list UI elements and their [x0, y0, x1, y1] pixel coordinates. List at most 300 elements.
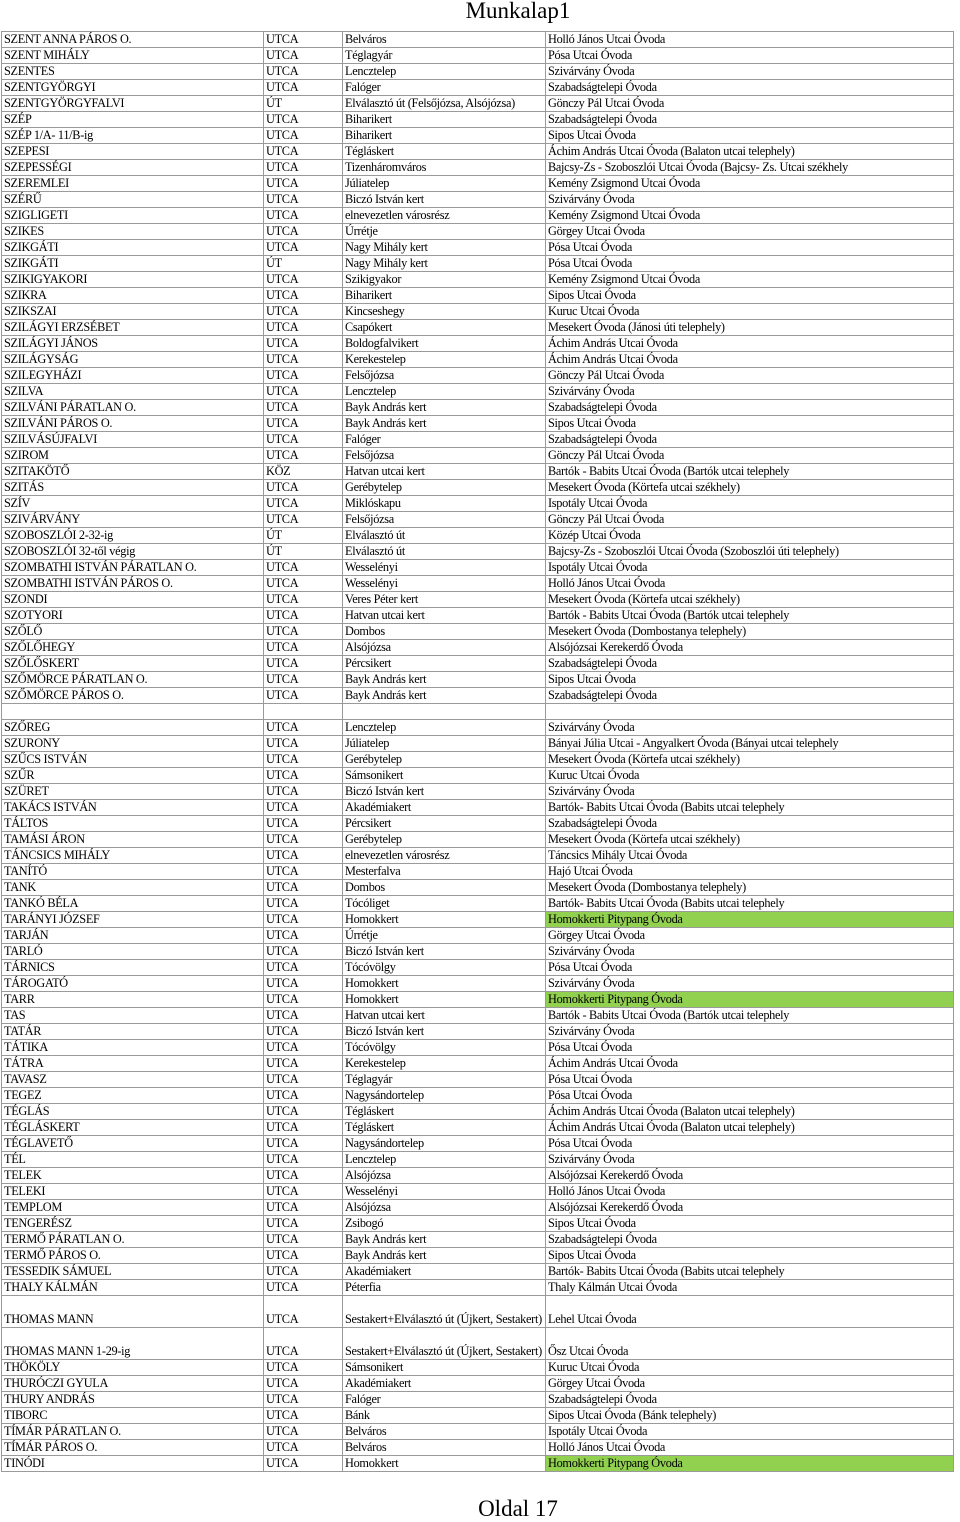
street-type-cell: UTCA [264, 1216, 343, 1232]
kindergarten-cell: Görgey Utcai Óvoda [546, 1376, 954, 1392]
kindergarten-cell: Görgey Utcai Óvoda [546, 224, 954, 240]
kindergarten-cell: Pósa Utcai Óvoda [546, 256, 954, 272]
table-row [2, 160, 954, 176]
street-type-cell: UTCA [264, 272, 343, 288]
street-type-cell: UTCA [264, 1088, 343, 1104]
street-type-cell: UTCA [264, 128, 343, 144]
street-type-cell: UTCA [264, 608, 343, 624]
kindergarten-cell: Gönczy Pál Utcai Óvoda [546, 368, 954, 384]
street-name-cell: TINÓDI [2, 1456, 264, 1472]
table-row [2, 1040, 954, 1056]
street-name-cell: SZŐMÖRCE PÁROS O. [2, 688, 264, 704]
table-row [2, 1376, 954, 1392]
district-cell: Falóger [343, 1392, 546, 1408]
kindergarten-cell: Ispotály Utcai Óvoda [546, 560, 954, 576]
street-name-cell: SZŐLŐHEGY [2, 640, 264, 656]
district-cell: Nagy Mihály kert [343, 256, 546, 272]
street-type-cell: UTCA [264, 976, 343, 992]
table-row [2, 1296, 954, 1328]
street-name-cell: SZŰCS ISTVÁN [2, 752, 264, 768]
district-cell: Téglagyár [343, 1072, 546, 1088]
street-name-cell: SZŐLŐ [2, 624, 264, 640]
street-type-cell: UTCA [264, 240, 343, 256]
street-name-cell: SZENT MIHÁLY [2, 48, 264, 64]
street-type-cell: UTCA [264, 1200, 343, 1216]
street-type-cell: UTCA [264, 1024, 343, 1040]
district-cell: Tócóvölgy [343, 960, 546, 976]
table-row [2, 256, 954, 272]
street-type-cell: UTCA [264, 640, 343, 656]
street-type-cell: UTCA [264, 1360, 343, 1376]
table-row [2, 304, 954, 320]
kindergarten-cell: Szivárvány Óvoda [546, 1152, 954, 1168]
kindergarten-cell [546, 704, 954, 720]
district-cell: Wesselényi [343, 576, 546, 592]
kindergarten-cell: Szivárvány Óvoda [546, 192, 954, 208]
street-name-cell: TARR [2, 992, 264, 1008]
kindergarten-cell: Szabadságtelepi Óvoda [546, 1232, 954, 1248]
table-row [2, 1328, 954, 1360]
district-cell: Akadémiakert [343, 1376, 546, 1392]
street-type-cell: UTCA [264, 848, 343, 864]
street-name-cell: SZILÁGYI ERZSÉBET [2, 320, 264, 336]
street-type-cell: UTCA [264, 304, 343, 320]
table-row [2, 288, 954, 304]
street-name-cell: TARÁNYI JÓZSEF [2, 912, 264, 928]
street-name-cell: SZENTGYÖRGYI [2, 80, 264, 96]
table-row [2, 752, 954, 768]
kindergarten-cell: Pósa Utcai Óvoda [546, 1072, 954, 1088]
street-type-cell: UTCA [264, 1152, 343, 1168]
table-row [2, 1072, 954, 1088]
kindergarten-cell: Szabadságtelepi Óvoda [546, 112, 954, 128]
kindergarten-cell: Holló János Utcai Óvoda [546, 1184, 954, 1200]
district-cell: Júliatelep [343, 176, 546, 192]
street-name-cell: TÁROGATÓ [2, 976, 264, 992]
table-row [2, 496, 954, 512]
table-row [2, 352, 954, 368]
street-name-cell: TESSEDIK SÁMUEL [2, 1264, 264, 1280]
kindergarten-cell: Pósa Utcai Óvoda [546, 960, 954, 976]
street-name-cell: SZURONY [2, 736, 264, 752]
table-row [2, 64, 954, 80]
street-name-cell: TIBORC [2, 1408, 264, 1424]
table-row [2, 96, 954, 112]
kindergarten-cell: Mesekert Óvoda (Körtefa utcai székhely) [546, 832, 954, 848]
street-type-cell: UTCA [264, 592, 343, 608]
kindergarten-cell: Bartók - Babits Utcai Óvoda (Bartók utcai telephely [546, 608, 954, 624]
street-name-cell: TAMÁSI ÁRON [2, 832, 264, 848]
street-name-cell: TÁLTOS [2, 816, 264, 832]
street-type-cell: UTCA [264, 416, 343, 432]
street-name-cell: SZOBOSZLÓI 2-32-ig [2, 528, 264, 544]
street-name-cell: SZILÁGYI JÁNOS [2, 336, 264, 352]
kindergarten-cell: Lehel Utcai Óvoda [546, 1296, 954, 1328]
kindergarten-cell: Pósa Utcai Óvoda [546, 1088, 954, 1104]
street-type-cell: UTCA [264, 288, 343, 304]
street-name-cell: SZOMBATHI ISTVÁN PÁRATLAN O. [2, 560, 264, 576]
table-row [2, 848, 954, 864]
kindergarten-cell: Homokkerti Pitypang Óvoda [546, 1456, 954, 1472]
district-cell: Pércsikert [343, 656, 546, 672]
table-row [2, 544, 954, 560]
street-name-cell: SZILVÁNI PÁRATLAN O. [2, 400, 264, 416]
street-type-cell: UTCA [264, 928, 343, 944]
kindergarten-cell: Hajó Utcai Óvoda [546, 864, 954, 880]
district-cell: Homokkert [343, 992, 546, 1008]
street-name-cell: TELEKI [2, 1184, 264, 1200]
district-cell: Wesselényi [343, 1184, 546, 1200]
kindergarten-cell: Bajcsy-Zs - Szoboszlói Utcai Óvoda (Bajcsy- Zs. Utcai székhely [546, 160, 954, 176]
street-name-cell: SZÜRET [2, 784, 264, 800]
district-cell: Alsójózsa [343, 1168, 546, 1184]
district-cell: Bayk András kert [343, 672, 546, 688]
kindergarten-cell: Kuruc Utcai Óvoda [546, 1360, 954, 1376]
street-type-cell: UTCA [264, 1328, 343, 1360]
district-cell: Wesselényi [343, 560, 546, 576]
street-type-cell: ÚT [264, 544, 343, 560]
street-type-cell: UTCA [264, 912, 343, 928]
table-row [2, 480, 954, 496]
district-cell: Miklóskapu [343, 496, 546, 512]
street-name-cell: SZILÁGYSÁG [2, 352, 264, 368]
table-row [2, 368, 954, 384]
street-name-cell: SZIVÁRVÁNY [2, 512, 264, 528]
street-type-cell: UTCA [264, 832, 343, 848]
district-cell: elnevezetlen városrész [343, 848, 546, 864]
district-cell: Tócóvölgy [343, 1040, 546, 1056]
table-row [2, 1232, 954, 1248]
street-type-cell: UTCA [264, 448, 343, 464]
district-cell: Tégláskert [343, 144, 546, 160]
district-cell: Akadémiakert [343, 800, 546, 816]
street-name-cell: SZÉRŰ [2, 192, 264, 208]
district-cell: Sámsonikert [343, 768, 546, 784]
street-name-cell: TÍMÁR PÁRATLAN O. [2, 1424, 264, 1440]
street-type-cell: ÚT [264, 256, 343, 272]
street-name-cell: TATÁR [2, 1024, 264, 1040]
table-row [2, 512, 954, 528]
kindergarten-cell: Holló János Utcai Óvoda [546, 32, 954, 48]
district-cell: Gerébytelep [343, 752, 546, 768]
district-cell: Elválasztó út [343, 544, 546, 560]
table-row [2, 832, 954, 848]
district-cell: Tizenháromváros [343, 160, 546, 176]
table-row [2, 976, 954, 992]
kindergarten-cell: Szabadságtelepi Óvoda [546, 400, 954, 416]
district-cell: Péterfia [343, 1280, 546, 1296]
street-type-cell: UTCA [264, 176, 343, 192]
street-type-cell: UTCA [264, 880, 343, 896]
street-type-cell: UTCA [264, 752, 343, 768]
kindergarten-cell: Bartók- Babits Utcai Óvoda (Babits utcai telephely [546, 800, 954, 816]
district-cell: Hatvan utcai kert [343, 608, 546, 624]
street-name-cell: SZIROM [2, 448, 264, 464]
table-row [2, 128, 954, 144]
district-cell: Felsőjózsa [343, 512, 546, 528]
district-cell: Pércsikert [343, 816, 546, 832]
kindergarten-cell: Gönczy Pál Utcai Óvoda [546, 512, 954, 528]
kindergarten-cell: Sipos Utcai Óvoda [546, 288, 954, 304]
kindergarten-cell: Alsójózsai Kerekerdő Óvoda [546, 1200, 954, 1216]
street-name-cell: TARJÁN [2, 928, 264, 944]
kindergarten-cell: Szivárvány Óvoda [546, 1024, 954, 1040]
street-type-cell: UTCA [264, 192, 343, 208]
street-type-cell: UTCA [264, 496, 343, 512]
street-type-cell: UTCA [264, 736, 343, 752]
street-type-cell: UTCA [264, 32, 343, 48]
table-row [2, 560, 954, 576]
street-name-cell: TARLÓ [2, 944, 264, 960]
street-name-cell: SZOTYORI [2, 608, 264, 624]
district-cell: Bayk András kert [343, 1232, 546, 1248]
district-cell: Tégláskert [343, 1104, 546, 1120]
street-type-cell: UTCA [264, 1248, 343, 1264]
table-row [2, 1440, 954, 1456]
street-type-cell: UTCA [264, 1120, 343, 1136]
street-type-cell: UTCA [264, 576, 343, 592]
table-row [2, 880, 954, 896]
district-cell: Elválasztó út [343, 528, 546, 544]
page-number: Oldal 17 [478, 1496, 558, 1521]
street-name-cell: SZIKRA [2, 288, 264, 304]
district-cell: Falóger [343, 432, 546, 448]
street-type-cell: UTCA [264, 1376, 343, 1392]
kindergarten-cell: Mesekert Óvoda (Körtefa utcai székhely) [546, 592, 954, 608]
district-cell: Elválasztó út (Felsőjózsa, Alsójózsa) [343, 96, 546, 112]
district-cell: Sestakert+Elválasztó út (Újkert, Sestakert) [343, 1296, 546, 1328]
street-name-cell: SZILVA [2, 384, 264, 400]
kindergarten-cell: Szabadságtelepi Óvoda [546, 688, 954, 704]
kindergarten-cell: Pósa Utcai Óvoda [546, 240, 954, 256]
street-name-cell: TÁTRA [2, 1056, 264, 1072]
street-type-cell: UTCA [264, 320, 343, 336]
street-type-cell: UTCA [264, 1136, 343, 1152]
kindergarten-cell: Sipos Utcai Óvoda [546, 1248, 954, 1264]
kindergarten-cell: Homokkerti Pitypang Óvoda [546, 992, 954, 1008]
street-name-cell: TEGEZ [2, 1088, 264, 1104]
street-name-cell: SZILEGYHÁZI [2, 368, 264, 384]
table-row [2, 768, 954, 784]
table-row [2, 928, 954, 944]
table-body [2, 32, 954, 1472]
street-type-cell [264, 704, 343, 720]
street-name-cell: TANK [2, 880, 264, 896]
street-type-cell: UTCA [264, 864, 343, 880]
kindergarten-cell: Thaly Kálmán Utcai Óvoda [546, 1280, 954, 1296]
district-cell: Lencztelep [343, 720, 546, 736]
table-row [2, 1136, 954, 1152]
kindergarten-cell: Bartók- Babits Utcai Óvoda (Babits utcai telephely [546, 896, 954, 912]
kindergarten-cell: Sipos Utcai Óvoda [546, 128, 954, 144]
table-row [2, 1120, 954, 1136]
street-name-cell: TÁNCSICS MIHÁLY [2, 848, 264, 864]
street-type-cell: UTCA [264, 80, 343, 96]
street-name-cell: SZIKGÁTI [2, 256, 264, 272]
street-type-cell: UTCA [264, 352, 343, 368]
street-name-cell: SZŐREG [2, 720, 264, 736]
kindergarten-cell: Sipos Utcai Óvoda (Bánk telephely) [546, 1408, 954, 1424]
district-cell [343, 704, 546, 720]
table-row [2, 1104, 954, 1120]
street-name-cell: TAS [2, 1008, 264, 1024]
district-cell: Homokkert [343, 976, 546, 992]
kindergarten-cell: Szivárvány Óvoda [546, 944, 954, 960]
table-row [2, 1456, 954, 1472]
kindergarten-cell: Szivárvány Óvoda [546, 784, 954, 800]
street-name-cell: SZÉP 1/A- 11/B-ig [2, 128, 264, 144]
kindergarten-cell: Bányai Júlia Utcai - Angyalkert Óvoda (Bányai utcai telephely [546, 736, 954, 752]
kindergarten-cell: Sipos Utcai Óvoda [546, 672, 954, 688]
district-cell: Téglagyár [343, 48, 546, 64]
table-row [2, 912, 954, 928]
table-row [2, 1216, 954, 1232]
table-row [2, 608, 954, 624]
street-type-cell: ÚT [264, 96, 343, 112]
street-name-cell: TÉL [2, 1152, 264, 1168]
kindergarten-cell: Kuruc Utcai Óvoda [546, 768, 954, 784]
kindergarten-cell: Bartók - Babits Utcai Óvoda (Bartók utcai telephely [546, 1008, 954, 1024]
street-type-cell: UTCA [264, 1008, 343, 1024]
district-cell: elnevezetlen városrész [343, 208, 546, 224]
table-row [2, 960, 954, 976]
street-name-cell: TANKÓ BÉLA [2, 896, 264, 912]
table-row [2, 1408, 954, 1424]
district-cell: Homokkert [343, 1456, 546, 1472]
street-name-cell: TANÍTÓ [2, 864, 264, 880]
kindergarten-cell: Ősz Utcai Óvoda [546, 1328, 954, 1360]
kindergarten-cell: Szabadságtelepi Óvoda [546, 1392, 954, 1408]
street-type-cell: UTCA [264, 480, 343, 496]
district-cell: Gerébytelep [343, 480, 546, 496]
street-type-cell: UTCA [264, 1296, 343, 1328]
street-name-cell: SZŐMÖRCE PÁRATLAN O. [2, 672, 264, 688]
district-cell: Kincseshegy [343, 304, 546, 320]
street-name-cell: SZIKSZAI [2, 304, 264, 320]
district-cell: Szikigyakor [343, 272, 546, 288]
table-row [2, 336, 954, 352]
street-type-cell: UTCA [264, 656, 343, 672]
street-type-cell: UTCA [264, 800, 343, 816]
kindergarten-cell: Pósa Utcai Óvoda [546, 48, 954, 64]
kindergarten-cell: Pósa Utcai Óvoda [546, 1136, 954, 1152]
district-cell: Kerekestelep [343, 1056, 546, 1072]
kindergarten-cell: Szabadságtelepi Óvoda [546, 656, 954, 672]
street-type-cell: UTCA [264, 1232, 343, 1248]
kindergarten-cell: Áchim András Utcai Óvoda [546, 336, 954, 352]
kindergarten-cell: Áchim András Utcai Óvoda (Balaton utcai telephely) [546, 144, 954, 160]
street-type-cell: UTCA [264, 48, 343, 64]
table-row [2, 1200, 954, 1216]
street-name-cell: TÍMÁR PÁROS O. [2, 1440, 264, 1456]
street-name-cell: SZITÁS [2, 480, 264, 496]
street-type-cell: UTCA [264, 432, 343, 448]
district-cell: Belváros [343, 32, 546, 48]
district-cell: Falóger [343, 80, 546, 96]
street-type-cell: UTCA [264, 768, 343, 784]
table-row [2, 448, 954, 464]
street-type-cell: UTCA [264, 960, 343, 976]
table-row [2, 688, 954, 704]
kindergarten-cell: Kemény Zsigmond Utcai Óvoda [546, 176, 954, 192]
street-type-cell: UTCA [264, 368, 343, 384]
street-name-cell: SZŐLŐSKERT [2, 656, 264, 672]
kindergarten-cell: Mesekert Óvoda (Körtefa utcai székhely) [546, 480, 954, 496]
street-name-cell: SZEPESI [2, 144, 264, 160]
street-name-cell: THOMAS MANN [2, 1296, 264, 1328]
street-type-cell: UTCA [264, 384, 343, 400]
district-cell: Kerekestelep [343, 352, 546, 368]
district-cell: Hatvan utcai kert [343, 464, 546, 480]
district-cell: Zsibogó [343, 1216, 546, 1232]
district-cell: Nagysándortelep [343, 1136, 546, 1152]
street-type-cell: UTCA [264, 896, 343, 912]
sheet-title: Munkalap1 [465, 0, 571, 23]
street-name-cell: TÁTIKA [2, 1040, 264, 1056]
street-name-cell: SZÉP [2, 112, 264, 128]
kindergarten-cell: Sipos Utcai Óvoda [546, 416, 954, 432]
street-name-cell: SZIKIGYAKORI [2, 272, 264, 288]
district-cell: Nagy Mihály kert [343, 240, 546, 256]
kindergarten-cell: Homokkerti Pitypang Óvoda [546, 912, 954, 928]
district-cell: Belváros [343, 1440, 546, 1456]
street-type-cell: UTCA [264, 720, 343, 736]
kindergarten-cell: Kemény Zsigmond Utcai Óvoda [546, 208, 954, 224]
district-cell: Biharikert [343, 288, 546, 304]
kindergarten-cell: Közép Utcai Óvoda [546, 528, 954, 544]
kindergarten-cell: Szivárvány Óvoda [546, 720, 954, 736]
street-name-cell: TERMŐ PÁRATLAN O. [2, 1232, 264, 1248]
table-row [2, 176, 954, 192]
street-type-cell: UTCA [264, 992, 343, 1008]
street-type-cell: UTCA [264, 1440, 343, 1456]
table-row [2, 864, 954, 880]
district-cell: Mesterfalva [343, 864, 546, 880]
district-cell: Úrrétje [343, 928, 546, 944]
district-cell: Nagysándortelep [343, 1088, 546, 1104]
table-row [2, 1424, 954, 1440]
district-cell: Felsőjózsa [343, 368, 546, 384]
street-name-cell: SZILVÁSÚJFALVI [2, 432, 264, 448]
district-cell: Bayk András kert [343, 416, 546, 432]
street-type-cell: UTCA [264, 1168, 343, 1184]
street-type-cell: UTCA [264, 784, 343, 800]
district-cell: Biharikert [343, 128, 546, 144]
kindergarten-cell: Szabadságtelepi Óvoda [546, 816, 954, 832]
kindergarten-cell: Mesekert Óvoda (Dombostanya telephely) [546, 624, 954, 640]
street-type-cell: UTCA [264, 1072, 343, 1088]
district-cell: Belváros [343, 1424, 546, 1440]
table-row [2, 1248, 954, 1264]
table-row [2, 576, 954, 592]
street-type-cell: UTCA [264, 1264, 343, 1280]
table-row [2, 992, 954, 1008]
kindergarten-cell: Alsójózsai Kerekerdő Óvoda [546, 1168, 954, 1184]
district-cell: Tócóliget [343, 896, 546, 912]
street-name-cell: SZOMBATHI ISTVÁN PÁROS O. [2, 576, 264, 592]
table-row [2, 1008, 954, 1024]
kindergarten-cell: Szivárvány Óvoda [546, 384, 954, 400]
street-type-cell: UTCA [264, 400, 343, 416]
district-cell: Tégláskert [343, 1120, 546, 1136]
street-name-cell: SZIGLIGETI [2, 208, 264, 224]
kindergarten-cell: Mesekert Óvoda (Körtefa utcai székhely) [546, 752, 954, 768]
street-type-cell: UTCA [264, 1280, 343, 1296]
district-cell: Biczó István kert [343, 192, 546, 208]
street-name-cell: TEMPLOM [2, 1200, 264, 1216]
table-row [2, 1088, 954, 1104]
street-name-cell: SZILVÁNI PÁROS O. [2, 416, 264, 432]
